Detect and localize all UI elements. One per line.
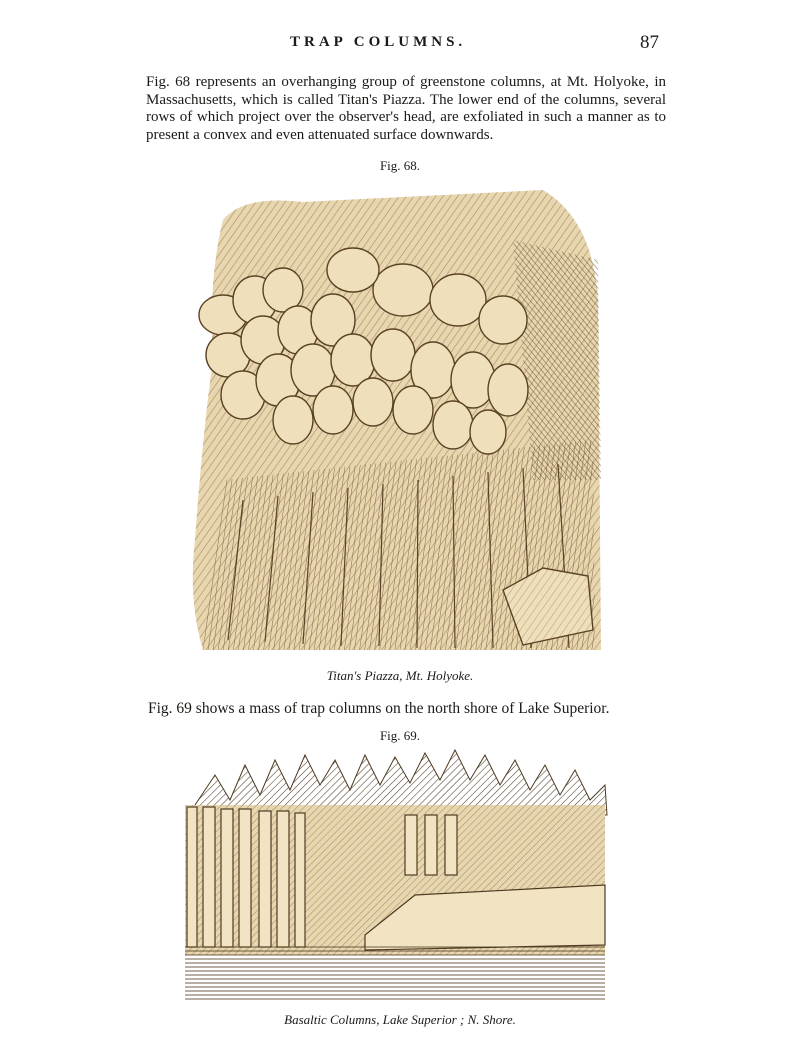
figure-69-label: Fig. 69. (379, 728, 421, 743)
figure-69-caption: Basaltic Columns, Lake Superior ; N. Shore. (284, 1012, 516, 1027)
page-number: 87 (640, 32, 659, 53)
running-title: TRAP COLUMNS. (290, 34, 467, 50)
figure-68-illustration (183, 180, 603, 660)
figure-68-engraving (183, 180, 603, 660)
paragraph-fig-69: Fig. 69 shows a mass of trap columns on the north shore of Lake Superior. (148, 700, 610, 717)
figure-69-illustration (175, 745, 615, 1005)
figure-68-caption: Titan's Piazza, Mt. Holyoke. (326, 668, 474, 683)
paragraph-fig-68: Fig. 68 represents an overhanging group of greenstone columns, at Mt. Holyoke, in Massachusetts, which is called Titan's Piazza. The lower end of the columns, several rows of which project over the observer's head, are exfoliated in such a manner as to present a convex and even attenuated surface downwards. (146, 74, 666, 143)
figure-68-label: Fig. 68. (379, 158, 421, 173)
figure-69-engraving (175, 745, 615, 1005)
